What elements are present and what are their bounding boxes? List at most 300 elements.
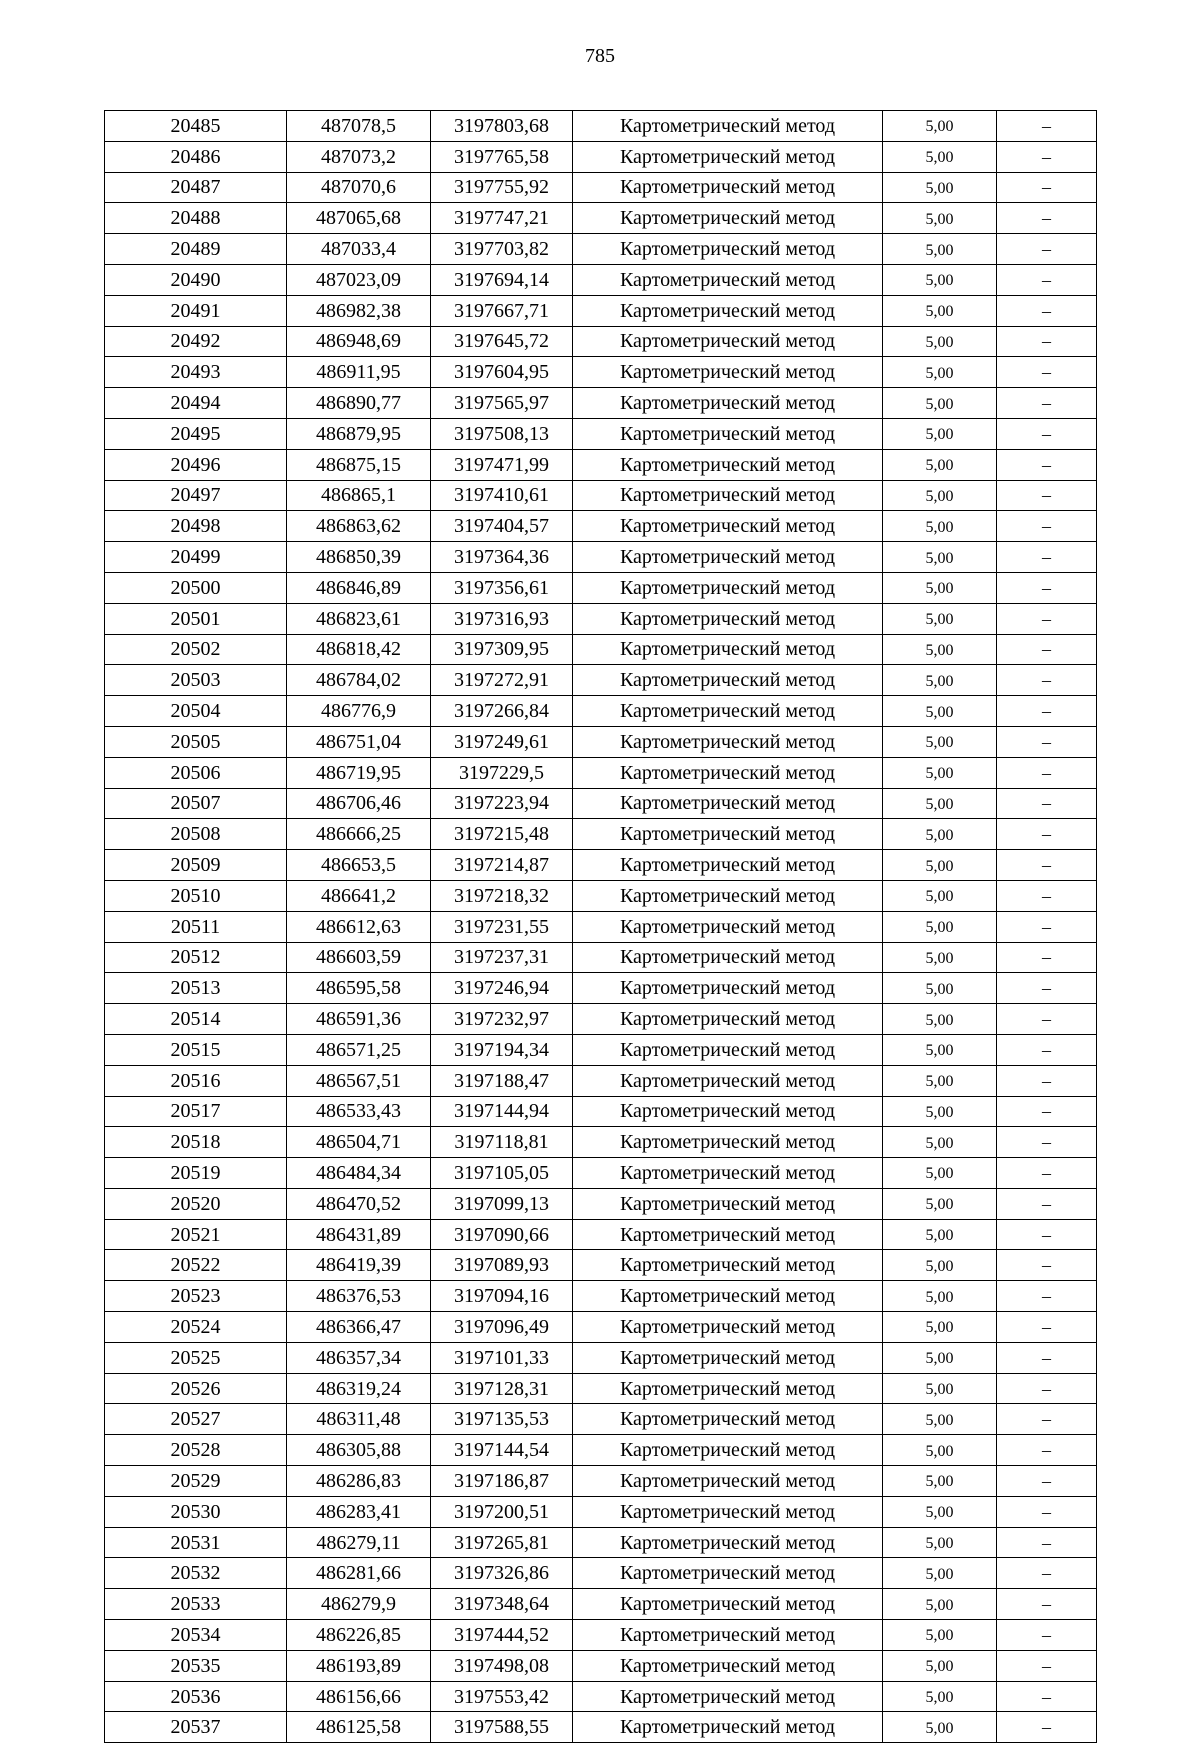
point-number-cell: 20510 xyxy=(105,880,287,911)
x-coordinate-cell: 487078,5 xyxy=(287,111,431,142)
note-cell: – xyxy=(997,1558,1097,1589)
point-number-cell: 20509 xyxy=(105,850,287,881)
x-coordinate-cell: 486612,63 xyxy=(287,911,431,942)
point-number-cell: 20520 xyxy=(105,1188,287,1219)
method-cell: Картометрический метод xyxy=(573,1589,883,1620)
point-number-cell: 20492 xyxy=(105,326,287,357)
method-cell: Картометрический метод xyxy=(573,1373,883,1404)
point-number-cell: 20516 xyxy=(105,1065,287,1096)
method-cell: Картометрический метод xyxy=(573,1034,883,1065)
x-coordinate-cell: 486666,25 xyxy=(287,819,431,850)
accuracy-cell: 5,00 xyxy=(883,449,997,480)
method-cell: Картометрический метод xyxy=(573,511,883,542)
point-number-cell: 20514 xyxy=(105,1004,287,1035)
x-coordinate-cell: 486751,04 xyxy=(287,726,431,757)
accuracy-cell: 5,00 xyxy=(883,1435,997,1466)
y-coordinate-cell: 3197588,55 xyxy=(431,1712,573,1743)
accuracy-cell: 5,00 xyxy=(883,1219,997,1250)
y-coordinate-cell: 3197144,94 xyxy=(431,1096,573,1127)
accuracy-cell: 5,00 xyxy=(883,603,997,634)
method-cell: Картометрический метод xyxy=(573,1281,883,1312)
accuracy-cell: 5,00 xyxy=(883,203,997,234)
y-coordinate-cell: 3197214,87 xyxy=(431,850,573,881)
x-coordinate-cell: 487023,09 xyxy=(287,264,431,295)
x-coordinate-cell: 486846,89 xyxy=(287,572,431,603)
accuracy-cell: 5,00 xyxy=(883,326,997,357)
y-coordinate-cell: 3197200,51 xyxy=(431,1496,573,1527)
method-cell: Картометрический метод xyxy=(573,418,883,449)
accuracy-cell: 5,00 xyxy=(883,1373,997,1404)
method-cell: Картометрический метод xyxy=(573,480,883,511)
accuracy-cell: 5,00 xyxy=(883,511,997,542)
accuracy-cell: 5,00 xyxy=(883,264,997,295)
note-cell: – xyxy=(997,942,1097,973)
x-coordinate-cell: 486571,25 xyxy=(287,1034,431,1065)
accuracy-cell: 5,00 xyxy=(883,973,997,1004)
method-cell: Картометрический метод xyxy=(573,1004,883,1035)
y-coordinate-cell: 3197188,47 xyxy=(431,1065,573,1096)
y-coordinate-cell: 3197309,95 xyxy=(431,634,573,665)
method-cell: Картометрический метод xyxy=(573,1435,883,1466)
table-row xyxy=(105,572,1097,603)
point-number-cell: 20529 xyxy=(105,1466,287,1497)
table-row xyxy=(105,665,1097,696)
table-row xyxy=(105,1188,1097,1219)
method-cell: Картометрический метод xyxy=(573,880,883,911)
y-coordinate-cell: 3197186,87 xyxy=(431,1466,573,1497)
method-cell: Картометрический метод xyxy=(573,726,883,757)
accuracy-cell: 5,00 xyxy=(883,111,997,142)
y-coordinate-cell: 3197135,53 xyxy=(431,1404,573,1435)
accuracy-cell: 5,00 xyxy=(883,1065,997,1096)
table-row xyxy=(105,1158,1097,1189)
note-cell: – xyxy=(997,634,1097,665)
table-row xyxy=(105,1496,1097,1527)
point-number-cell: 20497 xyxy=(105,480,287,511)
note-cell: – xyxy=(997,1096,1097,1127)
method-cell: Картометрический метод xyxy=(573,819,883,850)
table-row xyxy=(105,357,1097,388)
x-coordinate-cell: 486283,41 xyxy=(287,1496,431,1527)
point-number-cell: 20511 xyxy=(105,911,287,942)
note-cell: – xyxy=(997,203,1097,234)
accuracy-cell: 5,00 xyxy=(883,665,997,696)
note-cell: – xyxy=(997,1650,1097,1681)
note-cell: – xyxy=(997,1004,1097,1035)
accuracy-cell: 5,00 xyxy=(883,1034,997,1065)
table-row xyxy=(105,449,1097,480)
point-number-cell: 20487 xyxy=(105,172,287,203)
note-cell: – xyxy=(997,1065,1097,1096)
method-cell: Картометрический метод xyxy=(573,295,883,326)
y-coordinate-cell: 3197553,42 xyxy=(431,1681,573,1712)
accuracy-cell: 5,00 xyxy=(883,1527,997,1558)
accuracy-cell: 5,00 xyxy=(883,572,997,603)
point-number-cell: 20525 xyxy=(105,1342,287,1373)
method-cell: Картометрический метод xyxy=(573,1681,883,1712)
y-coordinate-cell: 3197326,86 xyxy=(431,1558,573,1589)
x-coordinate-cell: 486784,02 xyxy=(287,665,431,696)
accuracy-cell: 5,00 xyxy=(883,1312,997,1343)
x-coordinate-cell: 486311,48 xyxy=(287,1404,431,1435)
x-coordinate-cell: 486875,15 xyxy=(287,449,431,480)
accuracy-cell: 5,00 xyxy=(883,1250,997,1281)
x-coordinate-cell: 486641,2 xyxy=(287,880,431,911)
accuracy-cell: 5,00 xyxy=(883,1558,997,1589)
y-coordinate-cell: 3197747,21 xyxy=(431,203,573,234)
method-cell: Картометрический метод xyxy=(573,1250,883,1281)
point-number-cell: 20512 xyxy=(105,942,287,973)
accuracy-cell: 5,00 xyxy=(883,1127,997,1158)
accuracy-cell: 5,00 xyxy=(883,757,997,788)
table-row xyxy=(105,1527,1097,1558)
table-row xyxy=(105,203,1097,234)
table-row xyxy=(105,141,1097,172)
point-number-cell: 20490 xyxy=(105,264,287,295)
table-row xyxy=(105,757,1097,788)
method-cell: Картометрический метод xyxy=(573,1158,883,1189)
y-coordinate-cell: 3197498,08 xyxy=(431,1650,573,1681)
y-coordinate-cell: 3197094,16 xyxy=(431,1281,573,1312)
table-row xyxy=(105,880,1097,911)
note-cell: – xyxy=(997,1034,1097,1065)
note-cell: – xyxy=(997,141,1097,172)
accuracy-cell: 5,00 xyxy=(883,1620,997,1651)
table-row xyxy=(105,1096,1097,1127)
method-cell: Картометрический метод xyxy=(573,388,883,419)
point-number-cell: 20518 xyxy=(105,1127,287,1158)
note-cell: – xyxy=(997,1466,1097,1497)
accuracy-cell: 5,00 xyxy=(883,911,997,942)
method-cell: Картометрический метод xyxy=(573,1342,883,1373)
method-cell: Картометрический метод xyxy=(573,788,883,819)
method-cell: Картометрический метод xyxy=(573,234,883,265)
y-coordinate-cell: 3197265,81 xyxy=(431,1527,573,1558)
point-number-cell: 20500 xyxy=(105,572,287,603)
coordinates-table-body xyxy=(105,111,1097,1743)
x-coordinate-cell: 486567,51 xyxy=(287,1065,431,1096)
table-row xyxy=(105,788,1097,819)
y-coordinate-cell: 3197703,82 xyxy=(431,234,573,265)
x-coordinate-cell: 486982,38 xyxy=(287,295,431,326)
y-coordinate-cell: 3197237,31 xyxy=(431,942,573,973)
note-cell: – xyxy=(997,1312,1097,1343)
y-coordinate-cell: 3197667,71 xyxy=(431,295,573,326)
table-row xyxy=(105,973,1097,1004)
x-coordinate-cell: 486376,53 xyxy=(287,1281,431,1312)
accuracy-cell: 5,00 xyxy=(883,418,997,449)
point-number-cell: 20508 xyxy=(105,819,287,850)
y-coordinate-cell: 3197215,48 xyxy=(431,819,573,850)
table-row xyxy=(105,696,1097,727)
point-number-cell: 20485 xyxy=(105,111,287,142)
y-coordinate-cell: 3197410,61 xyxy=(431,480,573,511)
method-cell: Картометрический метод xyxy=(573,172,883,203)
x-coordinate-cell: 487073,2 xyxy=(287,141,431,172)
table-row xyxy=(105,634,1097,665)
y-coordinate-cell: 3197105,05 xyxy=(431,1158,573,1189)
point-number-cell: 20532 xyxy=(105,1558,287,1589)
x-coordinate-cell: 487033,4 xyxy=(287,234,431,265)
method-cell: Картометрический метод xyxy=(573,850,883,881)
table-row xyxy=(105,1558,1097,1589)
method-cell: Картометрический метод xyxy=(573,449,883,480)
table-row xyxy=(105,942,1097,973)
note-cell: – xyxy=(997,1404,1097,1435)
method-cell: Картометрический метод xyxy=(573,1188,883,1219)
method-cell: Картометрический метод xyxy=(573,326,883,357)
y-coordinate-cell: 3197266,84 xyxy=(431,696,573,727)
method-cell: Картометрический метод xyxy=(573,357,883,388)
accuracy-cell: 5,00 xyxy=(883,634,997,665)
x-coordinate-cell: 486653,5 xyxy=(287,850,431,881)
x-coordinate-cell: 486823,61 xyxy=(287,603,431,634)
x-coordinate-cell: 487065,68 xyxy=(287,203,431,234)
note-cell: – xyxy=(997,819,1097,850)
y-coordinate-cell: 3197803,68 xyxy=(431,111,573,142)
note-cell: – xyxy=(997,572,1097,603)
table-row xyxy=(105,603,1097,634)
table-row xyxy=(105,819,1097,850)
method-cell: Картометрический метод xyxy=(573,942,883,973)
table-row xyxy=(105,418,1097,449)
point-number-cell: 20491 xyxy=(105,295,287,326)
method-cell: Картометрический метод xyxy=(573,141,883,172)
note-cell: – xyxy=(997,449,1097,480)
accuracy-cell: 5,00 xyxy=(883,172,997,203)
y-coordinate-cell: 3197348,64 xyxy=(431,1589,573,1620)
table-row xyxy=(105,480,1097,511)
y-coordinate-cell: 3197471,99 xyxy=(431,449,573,480)
x-coordinate-cell: 486706,46 xyxy=(287,788,431,819)
note-cell: – xyxy=(997,1281,1097,1312)
y-coordinate-cell: 3197645,72 xyxy=(431,326,573,357)
point-number-cell: 20494 xyxy=(105,388,287,419)
x-coordinate-cell: 486281,66 xyxy=(287,1558,431,1589)
table-row xyxy=(105,1435,1097,1466)
table-row xyxy=(105,1650,1097,1681)
table-row xyxy=(105,1466,1097,1497)
note-cell: – xyxy=(997,603,1097,634)
y-coordinate-cell: 3197231,55 xyxy=(431,911,573,942)
accuracy-cell: 5,00 xyxy=(883,1589,997,1620)
point-number-cell: 20486 xyxy=(105,141,287,172)
method-cell: Картометрический метод xyxy=(573,1219,883,1250)
method-cell: Картометрический метод xyxy=(573,542,883,573)
accuracy-cell: 5,00 xyxy=(883,819,997,850)
method-cell: Картометрический метод xyxy=(573,634,883,665)
accuracy-cell: 5,00 xyxy=(883,1004,997,1035)
y-coordinate-cell: 3197096,49 xyxy=(431,1312,573,1343)
note-cell: – xyxy=(997,973,1097,1004)
point-number-cell: 20517 xyxy=(105,1096,287,1127)
y-coordinate-cell: 3197229,5 xyxy=(431,757,573,788)
x-coordinate-cell: 486357,34 xyxy=(287,1342,431,1373)
accuracy-cell: 5,00 xyxy=(883,388,997,419)
point-number-cell: 20496 xyxy=(105,449,287,480)
y-coordinate-cell: 3197565,97 xyxy=(431,388,573,419)
point-number-cell: 20537 xyxy=(105,1712,287,1743)
note-cell: – xyxy=(997,1712,1097,1743)
table-row xyxy=(105,1589,1097,1620)
x-coordinate-cell: 486286,83 xyxy=(287,1466,431,1497)
point-number-cell: 20501 xyxy=(105,603,287,634)
point-number-cell: 20519 xyxy=(105,1158,287,1189)
y-coordinate-cell: 3197194,34 xyxy=(431,1034,573,1065)
note-cell: – xyxy=(997,234,1097,265)
point-number-cell: 20536 xyxy=(105,1681,287,1712)
table-row xyxy=(105,1219,1097,1250)
y-coordinate-cell: 3197099,13 xyxy=(431,1188,573,1219)
note-cell: – xyxy=(997,1219,1097,1250)
method-cell: Картометрический метод xyxy=(573,1650,883,1681)
note-cell: – xyxy=(997,1527,1097,1558)
table-row xyxy=(105,1250,1097,1281)
coordinates-table xyxy=(104,110,1097,1743)
point-number-cell: 20528 xyxy=(105,1435,287,1466)
note-cell: – xyxy=(997,726,1097,757)
accuracy-cell: 5,00 xyxy=(883,141,997,172)
point-number-cell: 20527 xyxy=(105,1404,287,1435)
accuracy-cell: 5,00 xyxy=(883,696,997,727)
table-row xyxy=(105,234,1097,265)
note-cell: – xyxy=(997,388,1097,419)
note-cell: – xyxy=(997,1496,1097,1527)
point-number-cell: 20535 xyxy=(105,1650,287,1681)
table-row xyxy=(105,264,1097,295)
table-row xyxy=(105,326,1097,357)
method-cell: Картометрический метод xyxy=(573,603,883,634)
method-cell: Картометрический метод xyxy=(573,1712,883,1743)
page-number: 785 xyxy=(585,45,615,67)
table-row xyxy=(105,1373,1097,1404)
method-cell: Картометрический метод xyxy=(573,1527,883,1558)
accuracy-cell: 5,00 xyxy=(883,1096,997,1127)
accuracy-cell: 5,00 xyxy=(883,1281,997,1312)
table-row xyxy=(105,726,1097,757)
method-cell: Картометрический метод xyxy=(573,973,883,1004)
point-number-cell: 20505 xyxy=(105,726,287,757)
point-number-cell: 20503 xyxy=(105,665,287,696)
accuracy-cell: 5,00 xyxy=(883,234,997,265)
x-coordinate-cell: 486850,39 xyxy=(287,542,431,573)
note-cell: – xyxy=(997,880,1097,911)
method-cell: Картометрический метод xyxy=(573,696,883,727)
note-cell: – xyxy=(997,111,1097,142)
accuracy-cell: 5,00 xyxy=(883,1681,997,1712)
point-number-cell: 20506 xyxy=(105,757,287,788)
note-cell: – xyxy=(997,911,1097,942)
table-row xyxy=(105,388,1097,419)
method-cell: Картометрический метод xyxy=(573,203,883,234)
point-number-cell: 20526 xyxy=(105,1373,287,1404)
y-coordinate-cell: 3197144,54 xyxy=(431,1435,573,1466)
y-coordinate-cell: 3197232,97 xyxy=(431,1004,573,1035)
x-coordinate-cell: 486863,62 xyxy=(287,511,431,542)
note-cell: – xyxy=(997,1620,1097,1651)
table-row xyxy=(105,1312,1097,1343)
y-coordinate-cell: 3197508,13 xyxy=(431,418,573,449)
table-row xyxy=(105,1404,1097,1435)
x-coordinate-cell: 486470,52 xyxy=(287,1188,431,1219)
point-number-cell: 20534 xyxy=(105,1620,287,1651)
accuracy-cell: 5,00 xyxy=(883,1650,997,1681)
note-cell: – xyxy=(997,665,1097,696)
x-coordinate-cell: 486504,71 xyxy=(287,1127,431,1158)
y-coordinate-cell: 3197755,92 xyxy=(431,172,573,203)
method-cell: Картометрический метод xyxy=(573,1312,883,1343)
x-coordinate-cell: 486879,95 xyxy=(287,418,431,449)
x-coordinate-cell: 486305,88 xyxy=(287,1435,431,1466)
y-coordinate-cell: 3197118,81 xyxy=(431,1127,573,1158)
accuracy-cell: 5,00 xyxy=(883,1466,997,1497)
accuracy-cell: 5,00 xyxy=(883,788,997,819)
point-number-cell: 20522 xyxy=(105,1250,287,1281)
point-number-cell: 20530 xyxy=(105,1496,287,1527)
method-cell: Картометрический метод xyxy=(573,1127,883,1158)
method-cell: Картометрический метод xyxy=(573,1404,883,1435)
accuracy-cell: 5,00 xyxy=(883,542,997,573)
method-cell: Картометрический метод xyxy=(573,1466,883,1497)
method-cell: Картометрический метод xyxy=(573,1496,883,1527)
table-row xyxy=(105,1681,1097,1712)
note-cell: – xyxy=(997,1681,1097,1712)
y-coordinate-cell: 3197356,61 xyxy=(431,572,573,603)
note-cell: – xyxy=(997,480,1097,511)
y-coordinate-cell: 3197604,95 xyxy=(431,357,573,388)
x-coordinate-cell: 486279,9 xyxy=(287,1589,431,1620)
y-coordinate-cell: 3197316,93 xyxy=(431,603,573,634)
accuracy-cell: 5,00 xyxy=(883,357,997,388)
x-coordinate-cell: 486603,59 xyxy=(287,942,431,973)
x-coordinate-cell: 486533,43 xyxy=(287,1096,431,1127)
point-number-cell: 20499 xyxy=(105,542,287,573)
accuracy-cell: 5,00 xyxy=(883,880,997,911)
x-coordinate-cell: 486431,89 xyxy=(287,1219,431,1250)
y-coordinate-cell: 3197246,94 xyxy=(431,973,573,1004)
point-number-cell: 20493 xyxy=(105,357,287,388)
point-number-cell: 20498 xyxy=(105,511,287,542)
x-coordinate-cell: 487070,6 xyxy=(287,172,431,203)
y-coordinate-cell: 3197128,31 xyxy=(431,1373,573,1404)
table-row xyxy=(105,1620,1097,1651)
note-cell: – xyxy=(997,788,1097,819)
method-cell: Картометрический метод xyxy=(573,264,883,295)
method-cell: Картометрический метод xyxy=(573,665,883,696)
method-cell: Картометрический метод xyxy=(573,1065,883,1096)
point-number-cell: 20488 xyxy=(105,203,287,234)
accuracy-cell: 5,00 xyxy=(883,726,997,757)
note-cell: – xyxy=(997,542,1097,573)
point-number-cell: 20504 xyxy=(105,696,287,727)
table-row xyxy=(105,1004,1097,1035)
x-coordinate-cell: 486865,1 xyxy=(287,480,431,511)
note-cell: – xyxy=(997,326,1097,357)
accuracy-cell: 5,00 xyxy=(883,942,997,973)
method-cell: Картометрический метод xyxy=(573,111,883,142)
accuracy-cell: 5,00 xyxy=(883,1404,997,1435)
note-cell: – xyxy=(997,418,1097,449)
y-coordinate-cell: 3197089,93 xyxy=(431,1250,573,1281)
accuracy-cell: 5,00 xyxy=(883,295,997,326)
method-cell: Картометрический метод xyxy=(573,1558,883,1589)
accuracy-cell: 5,00 xyxy=(883,1712,997,1743)
x-coordinate-cell: 486719,95 xyxy=(287,757,431,788)
note-cell: – xyxy=(997,696,1097,727)
point-number-cell: 20524 xyxy=(105,1312,287,1343)
point-number-cell: 20533 xyxy=(105,1589,287,1620)
table-row xyxy=(105,511,1097,542)
